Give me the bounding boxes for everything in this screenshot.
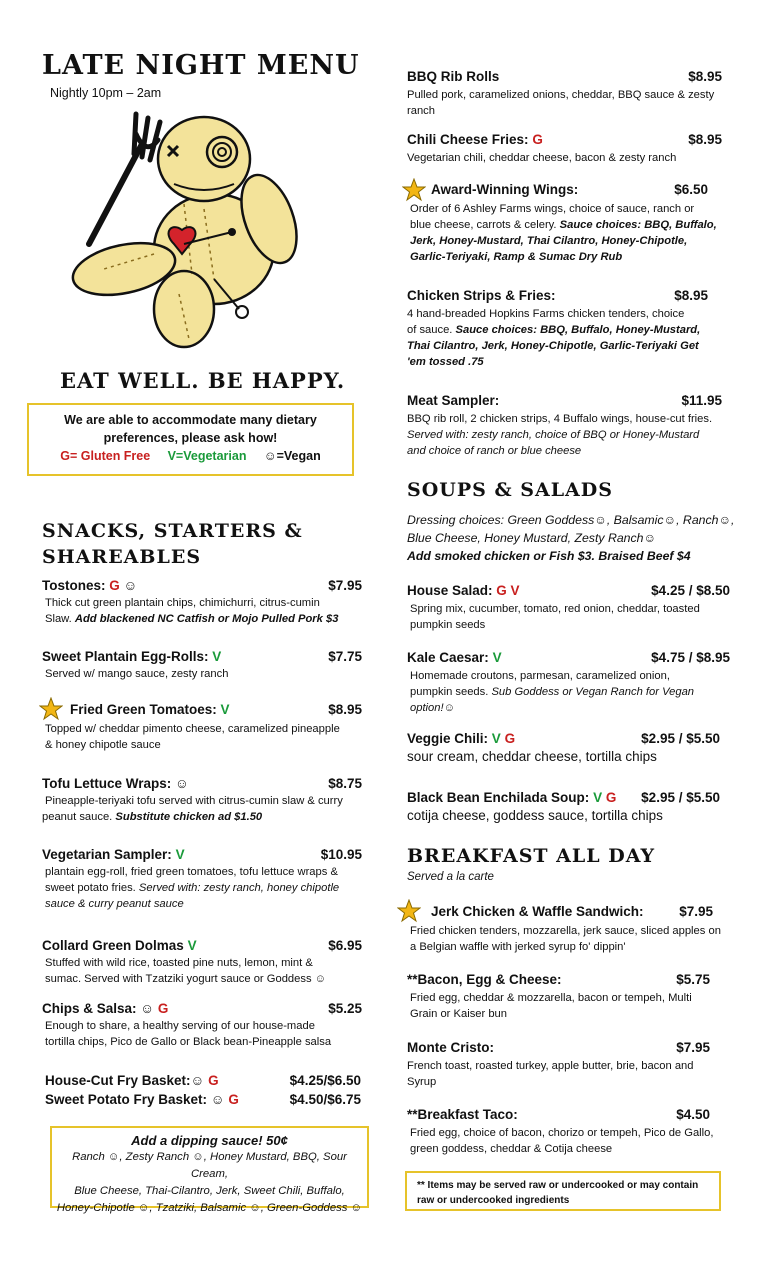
item-desc: pumpkin seeds [410, 619, 486, 631]
breakfast-heading: BREAKFAST ALL DAY [407, 845, 656, 867]
item-name: Chips & Salsa: ☺ [42, 1001, 155, 1016]
menu-item-jerk-chicken-waffle [431, 904, 713, 919]
soups-heading: SOUPS & SALADS [407, 479, 613, 501]
item-desc-block [45, 721, 365, 753]
vegan-legend: ☺=Vegan [263, 449, 321, 463]
item-desc: tortilla chips, Pico de Gallo or Black bean-Pineapple salsa [45, 1036, 332, 1048]
item-name: Fried Green Tomatoes: [70, 702, 217, 717]
menu-item-bbq-rib-rolls [407, 69, 722, 119]
item-desc: of sauce. [407, 324, 456, 336]
menu-item-sweet-potato-fries [45, 1092, 361, 1107]
item-name: Chicken Strips & Fries: [407, 288, 556, 303]
item-desc: ranch [407, 105, 435, 117]
item-tags: V [175, 847, 185, 862]
menu-item-collard-green-dolmas [42, 938, 362, 987]
snacks-heading-line2: SHAREABLES [42, 546, 202, 568]
item-desc: French toast, roasted turkey, apple butter, brie, bacon and [407, 1060, 694, 1072]
item-desc: Served with: zesty ranch, choice of BBQ or Honey-Mustard [407, 429, 700, 441]
item-tags: V [492, 650, 502, 665]
menu-item-tofu-lettuce-wraps [42, 776, 362, 825]
item-desc: Order of 6 Ashley Farms wings, choice of sauce, ranch or [410, 203, 695, 215]
item-name: Meat Sampler: [407, 393, 500, 408]
item-desc: Served with: zesty ranch, honey chipotle [138, 882, 340, 894]
item-tags: G [208, 1073, 219, 1088]
menu-item-monte-cristo [407, 1040, 710, 1090]
item-price: $8.95 [674, 288, 708, 303]
item-addon: Thai Cilantro, Jerk, Honey-Chipotle, Garlic-Teriyaki Get [407, 340, 699, 352]
dietary-line1: We are able to accommodate many dietary [64, 413, 317, 427]
item-desc: blue cheese, carrots & celery. [410, 219, 560, 231]
dietary-line2: preferences, please ask how! [103, 431, 278, 445]
item-desc: Pineapple-teriyaki tofu served with citrus-cumin slaw & curry [45, 795, 343, 807]
menu-item-sweet-plantain [42, 649, 362, 682]
menu-item-kale-caesar [407, 650, 730, 716]
item-desc: Enough to share, a healthy serving of our house-made [45, 1020, 315, 1032]
item-price: $7.75 [328, 649, 362, 664]
breakfast-subheading: Served a la carte [407, 871, 494, 883]
item-price: $6.50 [674, 182, 708, 197]
item-desc: Sub Goddess or Vegan Ranch for Vegan [491, 686, 695, 698]
item-price: $4.75 / $8.95 [651, 650, 730, 665]
item-desc: option!☺ [410, 702, 456, 714]
item-price: $8.95 [688, 69, 722, 84]
menu-item-meat-sampler [407, 393, 722, 459]
item-desc: plantain egg-roll, fried green tomatoes, tofu lettuce wraps & [45, 866, 338, 878]
snacks-heading-line1: SNACKS, STARTERS & [42, 520, 303, 542]
item-name: House Salad: [407, 583, 493, 598]
item-desc: sauce & curry peanut sauce [45, 898, 184, 910]
menu-item-house-salad [407, 583, 730, 633]
item-price: $5.75 [676, 972, 710, 987]
menu-item-chicken-strips [407, 288, 708, 370]
item-addon: 'em tossed .75 [407, 356, 484, 368]
menu-item-chili-cheese-fries [407, 132, 722, 166]
item-price: $7.95 [328, 578, 362, 593]
item-name: Sweet Plantain Egg-Rolls: [42, 649, 209, 664]
dressing-line: Dressing choices: Green Goddess☺, Balsamic☺, Ranch☺, [407, 513, 735, 527]
item-price: $8.95 [328, 702, 362, 717]
item-addon: Substitute chicken ad $1.50 [115, 811, 263, 823]
item-desc: Slaw. [45, 613, 75, 625]
menu-item-breakfast-taco [407, 1107, 714, 1157]
item-desc: green goddess, cheddar & Cotija cheese [410, 1143, 613, 1155]
item-desc-block [410, 923, 740, 955]
item-addon: Jerk, Honey-Mustard, Thai Cilantro, Honey-Chipotle, [410, 235, 688, 247]
item-price: $5.25 [328, 1001, 362, 1016]
item-desc: sour cream, cheddar cheese, tortilla chips [407, 749, 657, 764]
item-name: Jerk Chicken & Waffle Sandwich: [431, 904, 644, 919]
item-desc: a Belgian waffle with jerked syrup fo' dippin' [410, 941, 626, 953]
item-desc: Fried egg, cheddar & mozzarella, bacon or tempeh, Multi [410, 992, 692, 1004]
menu-item-wings [431, 182, 708, 197]
menu-title: LATE NIGHT MENU [42, 50, 360, 81]
item-desc: 4 hand-breaded Hopkins Farms chicken tenders, choice [407, 308, 685, 320]
item-desc: Vegetarian chili, cheddar cheese, bacon & zesty ranch [407, 152, 677, 164]
item-desc: BBQ rib roll, 2 chicken strips, 4 Buffalo wings, house-cut fries. [407, 413, 713, 425]
dipping-title: Add a dipping sauce! 50¢ [131, 1133, 288, 1148]
item-addon: Garlic-Teriyaki, Ramp & Sumac Dry Rub [410, 251, 623, 263]
item-tags: G [228, 1092, 239, 1107]
item-tags: G [157, 1001, 169, 1016]
vegan-icon: ☺ [119, 578, 138, 593]
item-tags: G [532, 132, 543, 147]
item-addon: Add blackened NC Catfish or Mojo Pulled Pork $3 [74, 613, 339, 625]
voodoo-doll-illustration [64, 104, 314, 354]
item-tags: V [212, 649, 222, 664]
menu-item-vegetarian-sampler [42, 847, 362, 912]
menu-item-house-cut-fries [45, 1073, 361, 1088]
menu-item-fried-green-tomatoes [70, 702, 362, 717]
item-price: $2.95 / $5.50 [641, 790, 720, 805]
item-desc: Homemade croutons, parmesan, caramelized onion, [410, 670, 670, 682]
star-icon [402, 178, 426, 202]
item-price: $8.95 [688, 132, 722, 147]
item-addon: Sauce choices: BBQ, Buffalo, [559, 219, 717, 231]
item-price: $4.25 / $8.50 [651, 583, 730, 598]
dressing-choices [407, 511, 737, 565]
warning-line: raw or undercooked ingredients [417, 1195, 570, 1206]
item-desc: Pulled pork, caramelized onions, cheddar, BBQ sauce & zesty [407, 89, 715, 101]
fork-icon [89, 114, 160, 244]
item-tags: G V [496, 583, 520, 598]
star-icon [39, 697, 63, 721]
item-price: $7.95 [679, 904, 713, 919]
item-tags: G [109, 578, 120, 593]
item-desc: Grain or Kaiser bun [410, 1008, 508, 1020]
item-price: $11.95 [681, 393, 722, 408]
dietary-info-box [27, 403, 354, 476]
item-tags: V [220, 702, 230, 717]
menu-item-chips-salsa [42, 1001, 362, 1050]
item-price: $7.95 [676, 1040, 710, 1055]
item-desc: peanut sauce. [42, 811, 116, 823]
dressing-line: Blue Cheese, Honey Mustard, Zesty Ranch☺ [407, 531, 657, 545]
item-price: $4.25/$6.50 [289, 1073, 361, 1088]
item-desc: cotija cheese, goddess sauce, tortilla chips [407, 808, 663, 823]
item-tags: V [187, 938, 197, 953]
item-desc: pumpkin seeds. [410, 686, 492, 698]
item-name: Kale Caesar: [407, 650, 489, 665]
item-desc: Syrup [407, 1076, 437, 1088]
item-name: House-Cut Fry Basket:☺ [45, 1073, 205, 1088]
item-desc: Thick cut green plantain chips, chimichurri, citrus-cumin [45, 597, 320, 609]
menu-item-veggie-chili: Veggie Chili: V G $2.95 / $5.50 sour cream, cheddar cheese, tortilla chips [407, 731, 720, 764]
item-name: Award-Winning Wings: [431, 182, 579, 197]
item-price: $6.95 [328, 938, 362, 953]
item-name: **Breakfast Taco: [407, 1107, 518, 1122]
vegetarian-legend: V=Vegetarian [167, 449, 247, 463]
item-price: $2.95 / $5.50 [641, 731, 720, 746]
item-price: $4.50/$6.75 [289, 1092, 361, 1107]
item-name: **Bacon, Egg & Cheese: [407, 972, 562, 987]
item-name: BBQ Rib Rolls [407, 69, 500, 84]
raw-warning-box [405, 1171, 721, 1211]
item-price: $4.50 [676, 1107, 710, 1122]
item-desc-block [410, 201, 730, 265]
protein-addon: Add smoked chicken or Fish $3. Braised Beef $4 [407, 549, 691, 563]
item-desc: sweet potato fries. [45, 882, 139, 894]
item-name: Tostones: [42, 578, 106, 593]
item-desc: sumac. Served with Tzatziki yogurt sauce or Goddess ☺ [45, 973, 327, 985]
item-name: Black Bean Enchilada Soup: [407, 790, 590, 805]
snacks-heading [42, 518, 303, 570]
dipping-line: Honey-Chipotle ☺, Tzatziki, Balsamic ☺, Green-Goddess ☺ [56, 1202, 363, 1214]
item-price: $8.75 [328, 776, 362, 791]
item-desc: Served w/ mango sauce, zesty ranch [45, 668, 229, 680]
item-desc: Fried egg, choice of bacon, chorizo or tempeh, Pico de Gallo, [410, 1127, 714, 1139]
gluten-free-legend: G= Gluten Free [60, 449, 151, 463]
item-price: $10.95 [320, 847, 362, 862]
item-desc: & honey chipotle sauce [45, 739, 161, 751]
warning-line: ** Items may be served raw or undercooked or may contain [417, 1180, 699, 1191]
star-icon [397, 899, 421, 923]
hours: Nightly 10pm – 2am [50, 86, 162, 100]
item-desc: Spring mix, cucumber, tomato, red onion, cheddar, toasted [410, 603, 700, 615]
dipping-line: Ranch ☺, Zesty Ranch ☺, Honey Mustard, BBQ, Sour Cream, [72, 1151, 347, 1180]
item-name: Vegetarian Sampler: [42, 847, 172, 862]
item-name: Sweet Potato Fry Basket: ☺ [45, 1092, 225, 1107]
item-name: Monte Cristo: [407, 1040, 494, 1055]
dipping-line: Blue Cheese, Thai-Cilantro, Jerk, Sweet Chili, Buffalo, [74, 1185, 345, 1197]
item-addon: Sauce choices: BBQ, Buffalo, Honey-Mustard, [455, 324, 701, 336]
item-name: Chili Cheese Fries: [407, 132, 529, 147]
item-desc: and choice of ranch or blue cheese [407, 445, 582, 457]
item-name: Collard Green Dolmas [42, 938, 184, 953]
item-desc: Stuffed with wild rice, toasted pine nuts, lemon, mint & [45, 957, 313, 969]
menu-item-bacon-egg-cheese [407, 972, 710, 1022]
item-desc: Topped w/ cheddar pimento cheese, caramelized pineapple [45, 723, 340, 735]
item-desc: Fried chicken tenders, mozzarella, jerk sauce, sliced apples on [410, 925, 721, 937]
dipping-sauce-box [50, 1126, 369, 1214]
menu-item-black-bean-soup: Black Bean Enchilada Soup: V G $2.95 / $5.50 cotija cheese, goddess sauce, tortilla chips [407, 790, 720, 823]
slogan: EAT WELL. BE HAPPY. [60, 368, 346, 393]
item-name: Tofu Lettuce Wraps: ☺ [42, 776, 189, 791]
menu-item-tostones [42, 578, 362, 627]
item-name: Veggie Chili: [407, 731, 489, 746]
